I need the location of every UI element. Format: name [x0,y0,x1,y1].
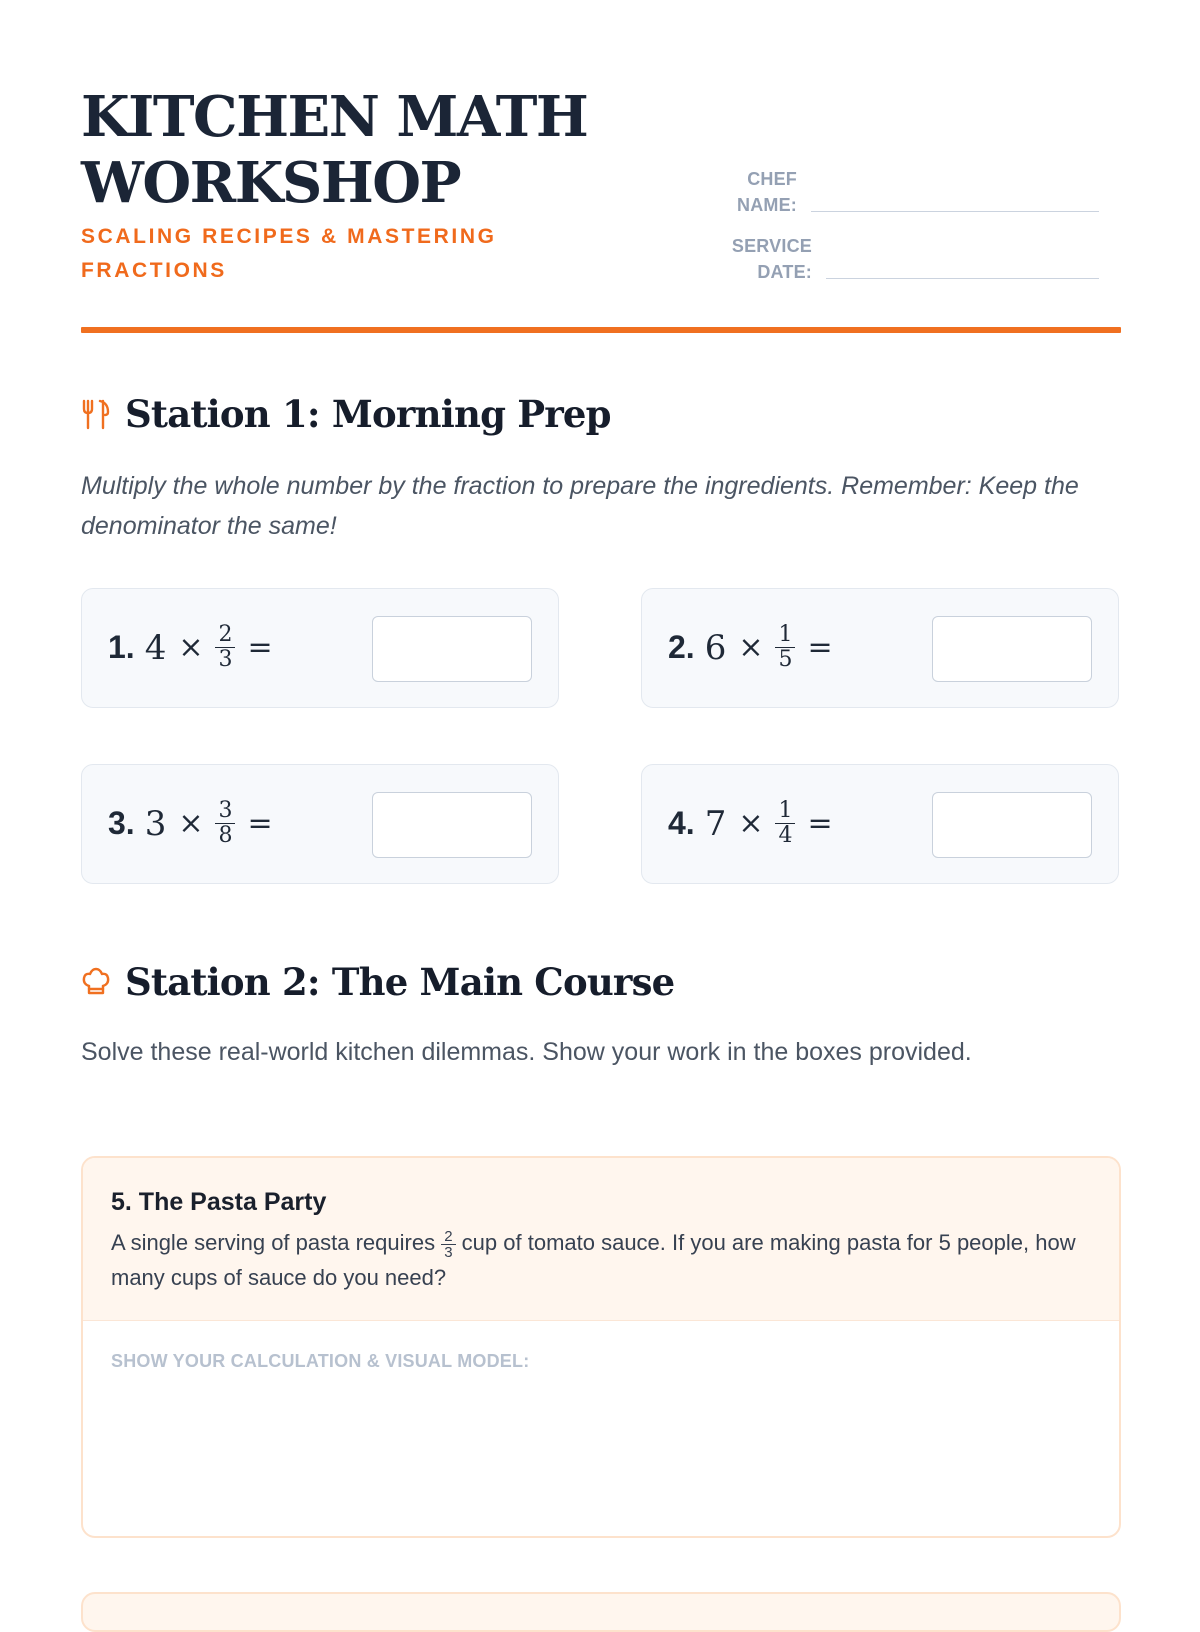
station-2-heading [81,960,674,1004]
answer-box-3[interactable] [372,792,532,858]
word-problem-card-5 [81,1156,1121,1538]
times-sign: × [738,806,764,841]
whole-number: 6 [704,627,727,668]
word-problem-text [111,1225,1091,1295]
problem-card-2 [641,588,1119,708]
fraction [441,1229,455,1260]
service-date-label: SERVICE DATE: [731,236,812,282]
station-1-title: Station 1: Morning Prep [125,392,611,436]
numerator: 3 [218,798,233,823]
problem-number: 1. [108,629,135,665]
station-1-instructions: Multiply the whole number by the fraction to prepare the ingredients. Remember: Keep the denominator the same! [81,472,1079,540]
times-sign: × [178,630,204,665]
whole-number: 4 [144,627,167,668]
fraction [775,799,795,848]
page-subtitle: SCALING RECIPES & MASTERING FRACTIONS [81,225,497,282]
work-area-label: SHOW YOUR CALCULATION & VISUAL MODEL: [111,1351,530,1371]
service-date-field[interactable] [826,277,1099,279]
station-1-heading [81,392,611,436]
equals-sign: = [807,630,833,665]
chef-name-label: CHEF NAME: [737,169,797,215]
answer-box-1[interactable] [372,616,532,682]
equals-sign: = [247,806,273,841]
answer-box-4[interactable] [932,792,1092,858]
fraction [215,799,235,848]
service-date-row [721,233,1099,285]
problem-expression [108,765,285,882]
worksheet-page [81,0,1121,1600]
whole-number: 3 [144,803,167,844]
denominator: 4 [775,823,795,848]
header-divider [81,327,1121,333]
numerator: 2 [444,1227,453,1245]
problem-expression [108,589,285,706]
denominator: 8 [215,823,235,848]
problem-number: 3. [108,805,135,841]
denominator: 3 [215,647,235,672]
problem-card-3 [81,764,559,884]
chef-name-field[interactable] [811,210,1099,212]
times-sign: × [178,806,204,841]
fraction [215,623,235,672]
word-problem-header [83,1158,1119,1321]
chef-hat-icon [81,964,117,1000]
equals-sign: = [247,630,273,665]
problem-expression [668,765,845,882]
equals-sign: = [807,806,833,841]
whole-number: 7 [704,803,727,844]
station-2-title: Station 2: The Main Course [125,960,675,1004]
problem-number: 4. [668,805,695,841]
problem-expression [668,589,845,706]
word-problem-title: 5. The Pasta Party [111,1188,327,1216]
problem-number: 2. [668,629,695,665]
problem-card-1 [81,588,559,708]
numerator: 1 [778,798,793,823]
word-problem-card-6 [81,1592,1121,1632]
page-title: KITCHEN MATH WORKSHOP [81,84,588,216]
denominator: 5 [775,647,795,672]
numerator: 1 [778,622,793,647]
word-problem-text-start: A single serving of pasta requires [111,1230,436,1255]
utensils-icon [81,396,117,432]
denominator: 3 [441,1244,455,1260]
chef-name-row [721,166,1099,218]
answer-box-2[interactable] [932,616,1092,682]
problem-card-4 [641,764,1119,884]
station-2-instructions: Solve these real-world kitchen dilemmas. Show your work in the boxes provided. [81,1038,972,1066]
times-sign: × [738,630,764,665]
word-problem-text-end: cup of tomato sauce. If you are making pasta for 5 people, how many cups of sauce do you need? [111,1230,1076,1290]
fraction [775,623,795,672]
numerator: 2 [218,622,233,647]
